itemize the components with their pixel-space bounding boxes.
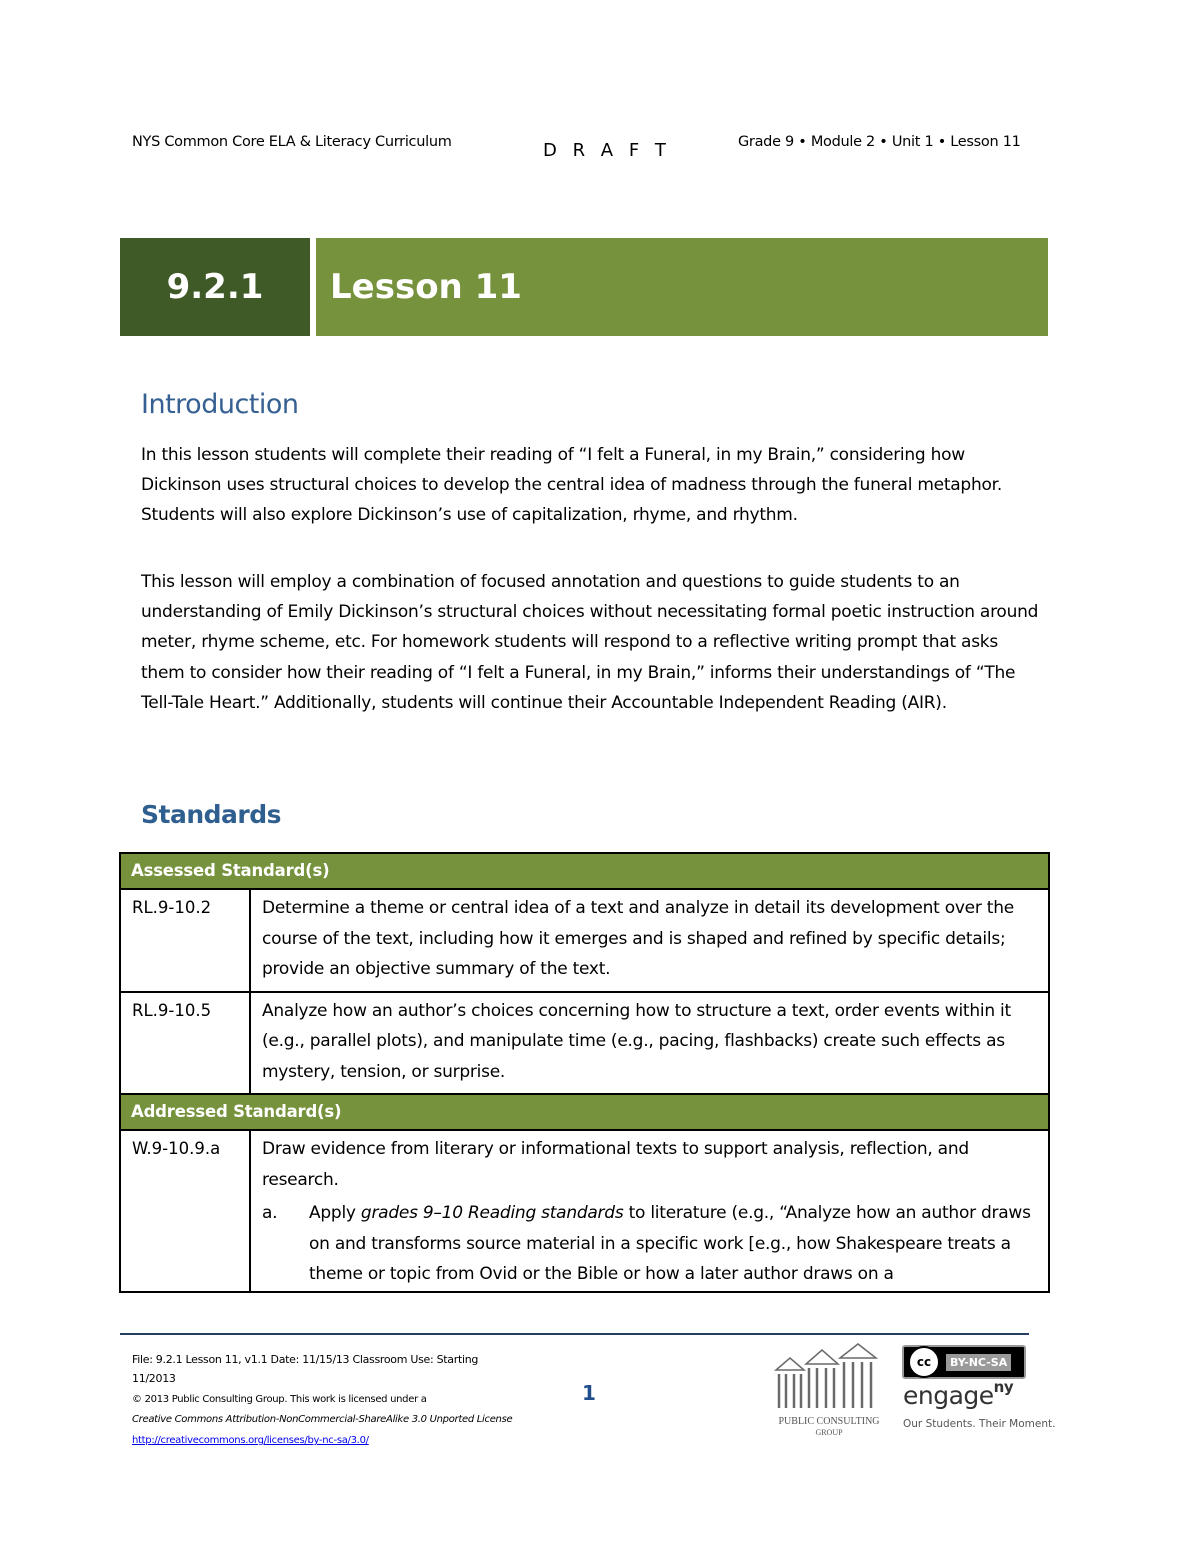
footer-file-info: File: 9.2.1 Lesson 11, v1.1 Date: 11/15/13 Classroom Use: Starting 11/2013	[132, 1353, 479, 1385]
sub-standard-italic: grades 9–10 Reading standards	[360, 1203, 624, 1223]
standard-description: Determine a theme or central idea of a text and analyze in detail its development over the course of the text, including how it emerges and is shaped and refined by specific details; provide an objective summary of the text.	[262, 898, 1014, 979]
standard-code: W.9-10.9.a	[121, 1131, 251, 1293]
standard-description: Analyze how an author’s choices concerning how to structure a text, order events within it (e.g., parallel plots), and manipulate time (e.g., pacing, flashbacks) create such effects as mystery, tension, or surprise.	[262, 1000, 1011, 1082]
running-header-right: Grade 9 • Module 2 • Unit 1 • Lesson 11	[738, 134, 1021, 150]
introduction-heading: Introduction	[141, 389, 299, 420]
addressed-standards-header: Addressed Standard(s)	[121, 1095, 1048, 1131]
standard-code: RL.9-10.5	[121, 993, 251, 1094]
standards-heading: Standards	[141, 800, 281, 829]
assessed-standards-header: Assessed Standard(s)	[121, 854, 1048, 890]
creative-commons-badge	[902, 1345, 1026, 1379]
license-link[interactable]: http://creativecommons.org/licenses/by-nc-sa/3.0/	[132, 1435, 369, 1446]
standard-description: Draw evidence from literary or informational texts to support analysis, reflection, and research.	[262, 1139, 969, 1190]
engageny-logo	[903, 1378, 1013, 1410]
lesson-title-banner: Lesson 11	[316, 238, 1048, 336]
pcg-logo-text-line1: PUBLIC CONSULTING	[778, 1416, 880, 1427]
standard-description-cell	[251, 1131, 1048, 1293]
lesson-code-banner: 9.2.1	[120, 238, 310, 336]
sub-standard-prefix: Apply	[309, 1203, 361, 1223]
engage-ny-superscript: ny	[993, 1378, 1014, 1396]
engageny-tagline: Our Students. Their Moment.	[903, 1418, 1056, 1430]
footer-license: Creative Commons Attribution-NonCommercial-ShareAlike 3.0 Unported License	[132, 1414, 513, 1425]
standards-table	[119, 852, 1050, 1293]
running-header-left: NYS Common Core ELA & Literacy Curriculum	[132, 134, 452, 150]
footer-copyright: © 2013 Public Consulting Group. This work is licensed under a	[132, 1394, 427, 1405]
intro-paragraph-1: In this lesson students will complete their reading of “I felt a Funeral, in my Brain,” considering how Dickinson uses structural choices to develop the central idea of madness through the funeral metaphor. Students will also explore Dickinson’s use of capitalization, rhyme, and rhythm.	[141, 445, 1002, 526]
pcg-logo-text-line2: GROUP	[815, 1428, 843, 1437]
cc-license-label: BY-NC-SA	[946, 1354, 1011, 1371]
sub-standard	[262, 1198, 1040, 1290]
cc-icon: cc	[908, 1346, 940, 1378]
engage-word: engage	[903, 1381, 994, 1410]
draft-watermark: D R A F T	[543, 140, 671, 161]
intro-paragraph-2: This lesson will employ a combination of focused annotation and questions to guide students to an understanding of Emily Dickinson’s structural choices without necessitating formal poetic instruction around meter, rhyme scheme, etc. For homework students will respond to a reflective writing prompt that asks them to consider how their reading of “I felt a Funeral, in my Brain,” informs their understandings of “The Tell-Tale Heart.” Additionally, students will continue their Accountable Independent Reading (AIR).	[141, 572, 1039, 713]
sub-standard-text	[309, 1198, 1040, 1290]
page-number: 1	[582, 1381, 596, 1405]
table-row	[121, 890, 1048, 993]
sub-standard-letter: a.	[262, 1203, 278, 1223]
table-row	[121, 1131, 1048, 1293]
sub-standard-rest: to literature (e.g., “Analyze how an author draws on and transforms source material in a specific work [e.g., how Shakespeare treats a theme or topic from Ovid or the Bible or how a later author draws on a	[309, 1203, 1031, 1284]
footer-divider	[120, 1333, 1029, 1335]
public-consulting-group-logo	[768, 1342, 890, 1438]
standard-code: RL.9-10.2	[121, 890, 251, 991]
table-row	[121, 993, 1048, 1096]
